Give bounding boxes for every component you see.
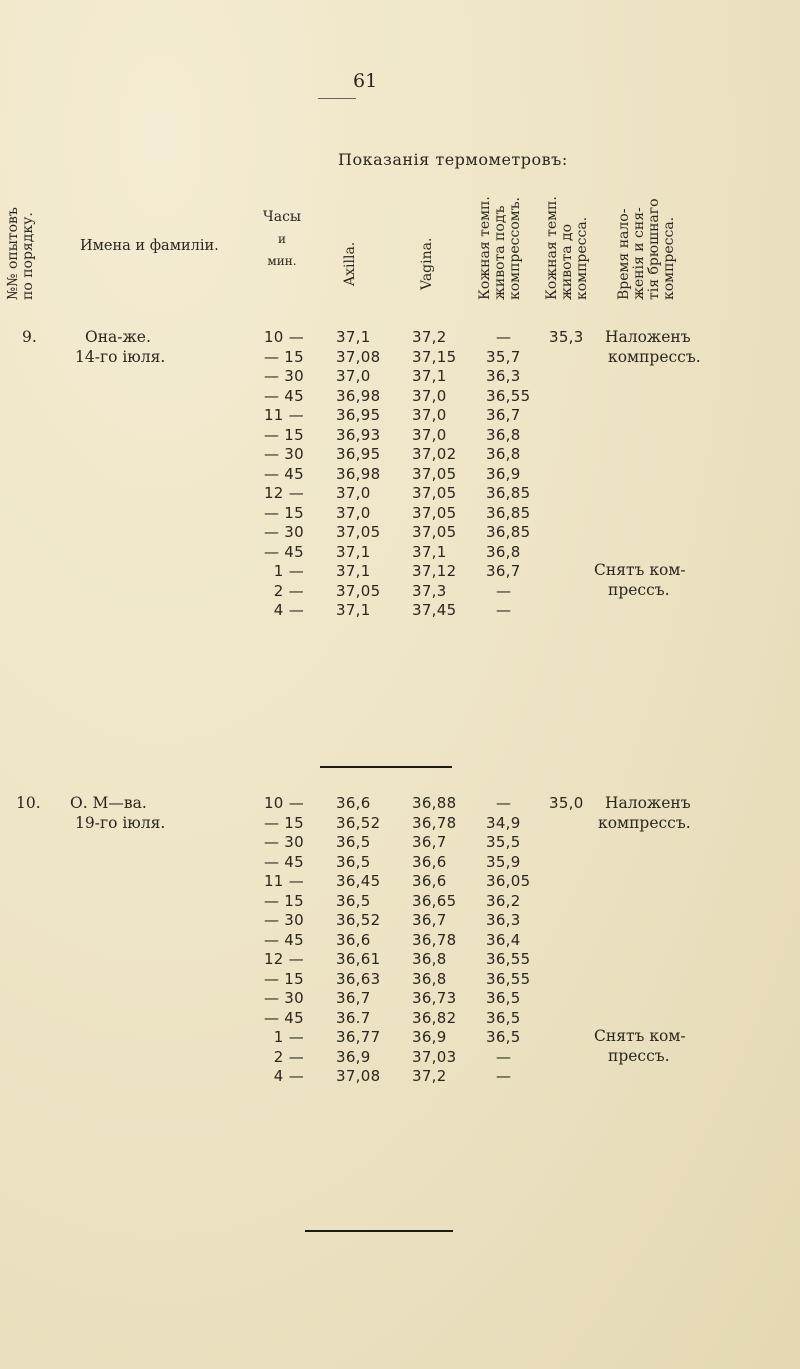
time-cell: 12 — xyxy=(263,950,304,968)
axilla-cell: 36.7 xyxy=(336,1008,371,1027)
axilla-cell: 37,0 xyxy=(336,503,371,522)
time-cell: 1 — xyxy=(273,562,304,580)
vagina-cell: 36,7 xyxy=(412,833,447,851)
skin-under-cell: 36,8 xyxy=(486,542,521,561)
vagina-cell: 37,2 xyxy=(412,1067,447,1085)
axilla-cell: 36,95 xyxy=(336,406,381,424)
vagina-cell: 37,1 xyxy=(412,367,447,385)
section-divider xyxy=(320,766,452,768)
time-cell: — 30 xyxy=(263,911,304,929)
header-time: Часы и мин. xyxy=(262,209,302,268)
note-applied-line2: компрессъ. xyxy=(598,814,691,832)
time-cell: — 45 xyxy=(263,542,304,561)
skin-under-cell: 36,8 xyxy=(486,425,521,444)
skin-before-value: 35,0 xyxy=(549,794,584,812)
vagina-cell: 37,15 xyxy=(412,347,457,366)
experiment-date: 14-го іюля. xyxy=(75,348,166,366)
vagina-cell: 36,65 xyxy=(412,891,457,910)
header-skin-under-compress: Кожная темп. живота подъ компрессомъ. xyxy=(477,196,523,300)
vagina-cell: 37,02 xyxy=(412,445,457,463)
axilla-cell: 36,93 xyxy=(336,425,381,444)
skin-under-cell: 36,2 xyxy=(486,891,521,910)
vagina-cell: 36,8 xyxy=(412,950,447,968)
axilla-cell: 36,6 xyxy=(336,930,371,949)
header-experiment-number: №№ опытовъ по порядку. xyxy=(5,207,36,300)
page-number: 61 xyxy=(353,70,378,92)
axilla-cell: 36,7 xyxy=(336,989,371,1007)
skin-under-cell: — xyxy=(496,328,512,346)
skin-under-cell: 34,9 xyxy=(486,813,521,832)
vagina-cell: 36,7 xyxy=(412,911,447,929)
vagina-cell: 36,82 xyxy=(412,1008,457,1027)
experiment-number: 10. xyxy=(16,794,41,812)
skin-under-cell: 36,8 xyxy=(486,445,521,463)
axilla-cell: 37,1 xyxy=(336,562,371,580)
skin-under-cell: 36,9 xyxy=(486,464,521,483)
vagina-cell: 36,6 xyxy=(412,872,447,890)
axilla-cell: 37,1 xyxy=(336,542,371,561)
note-removed-line1: Снятъ ком- xyxy=(594,561,686,579)
section-divider-bottom xyxy=(305,1230,453,1232)
time-cell: 11 — xyxy=(263,872,304,890)
axilla-cell: 37,08 xyxy=(336,347,381,366)
time-cell: — 15 xyxy=(263,891,304,910)
experiment-number: 9. xyxy=(22,328,37,346)
skin-under-cell: 36,55 xyxy=(486,950,531,968)
skin-under-cell: 36,4 xyxy=(486,930,521,949)
header-skin-before-compress: Кожная темп. живота до компресса. xyxy=(544,196,590,300)
skin-under-cell: 36,55 xyxy=(486,969,531,988)
note-applied-line2: компрессъ. xyxy=(608,348,701,366)
skin-under-cell: — xyxy=(496,1047,512,1066)
skin-under-cell: 36,85 xyxy=(486,523,531,541)
time-cell: — 30 xyxy=(263,523,304,541)
axilla-cell: 36,52 xyxy=(336,911,381,929)
vagina-cell: 37,05 xyxy=(412,503,457,522)
axilla-cell: 36,6 xyxy=(336,794,371,812)
axilla-cell: 36,45 xyxy=(336,872,381,890)
skin-under-cell: 36,5 xyxy=(486,989,521,1007)
axilla-cell: 36,98 xyxy=(336,464,381,483)
table-title: Показанія термометровъ: xyxy=(338,150,568,169)
skin-under-cell: 36,5 xyxy=(486,1028,521,1046)
vagina-cell: 37,05 xyxy=(412,464,457,483)
vagina-cell: 37,05 xyxy=(412,484,457,502)
axilla-cell: 37,1 xyxy=(336,328,371,346)
time-cell: — 15 xyxy=(263,813,304,832)
vagina-cell: 36,6 xyxy=(412,852,447,871)
vagina-cell: 37,0 xyxy=(412,386,447,405)
vagina-cell: 37,0 xyxy=(412,425,447,444)
axilla-cell: 37,1 xyxy=(336,601,371,619)
axilla-cell: 37,0 xyxy=(336,367,371,385)
vagina-cell: 37,2 xyxy=(412,328,447,346)
note-removed-line1: Снятъ ком- xyxy=(594,1027,686,1045)
time-cell: — 15 xyxy=(263,347,304,366)
skin-under-cell: 35,7 xyxy=(486,347,521,366)
time-cell: — 15 xyxy=(263,969,304,988)
time-cell: — 45 xyxy=(263,930,304,949)
skin-under-cell: 36,3 xyxy=(486,911,521,929)
axilla-cell: 36,5 xyxy=(336,852,371,871)
time-cell: — 45 xyxy=(263,1008,304,1027)
time-cell: 10 — xyxy=(263,794,304,812)
axilla-cell: 37,08 xyxy=(336,1067,381,1085)
time-cell: — 45 xyxy=(263,464,304,483)
header-vagina: Vagina. xyxy=(419,237,435,290)
skin-under-cell: 35,9 xyxy=(486,852,521,871)
axilla-cell: 36,98 xyxy=(336,386,381,405)
note-removed-line2: прессъ. xyxy=(608,581,670,599)
subject-name: О. М—ва. xyxy=(70,794,147,812)
axilla-cell: 36,61 xyxy=(336,950,381,968)
skin-under-cell: 36,7 xyxy=(486,406,521,424)
axilla-cell: 36,95 xyxy=(336,445,381,463)
skin-under-cell: 36,85 xyxy=(486,484,531,502)
skin-under-cell: 36,85 xyxy=(486,503,531,522)
time-cell: — 30 xyxy=(263,367,304,385)
time-cell: — 30 xyxy=(263,833,304,851)
time-cell: — 15 xyxy=(263,503,304,522)
skin-under-cell: 35,5 xyxy=(486,833,521,851)
vagina-cell: 37,0 xyxy=(412,406,447,424)
time-cell: 11 — xyxy=(263,406,304,424)
experiment-date: 19-го іюля. xyxy=(75,814,166,832)
axilla-cell: 36,9 xyxy=(336,1047,371,1066)
time-cell: 10 — xyxy=(263,328,304,346)
vagina-cell: 37,1 xyxy=(412,542,447,561)
axilla-cell: 36,5 xyxy=(336,833,371,851)
axilla-cell: 36,52 xyxy=(336,813,381,832)
time-cell: 2 — xyxy=(273,581,304,600)
vagina-cell: 36,88 xyxy=(412,794,457,812)
axilla-cell: 36,63 xyxy=(336,969,381,988)
axilla-cell: 37,0 xyxy=(336,484,371,502)
vagina-cell: 36,9 xyxy=(412,1028,447,1046)
vagina-cell: 37,03 xyxy=(412,1047,457,1066)
time-cell: 2 — xyxy=(273,1047,304,1066)
subject-name: Она-же. xyxy=(85,328,151,346)
vagina-cell: 36,78 xyxy=(412,930,457,949)
vagina-cell: 37,3 xyxy=(412,581,447,600)
axilla-cell: 37,05 xyxy=(336,581,381,600)
vagina-cell: 37,12 xyxy=(412,562,457,580)
page-number-rule xyxy=(318,98,356,99)
time-cell: 4 — xyxy=(273,601,304,619)
skin-under-cell: 36,55 xyxy=(486,386,531,405)
vagina-cell: 36,8 xyxy=(412,969,447,988)
time-cell: — 45 xyxy=(263,386,304,405)
header-axilla: Axilla. xyxy=(342,241,358,286)
vagina-cell: 36,73 xyxy=(412,989,457,1007)
skin-under-cell: 36,5 xyxy=(486,1008,521,1027)
axilla-cell: 37,05 xyxy=(336,523,381,541)
header-compress-time: Время нало- женія и сня- тія брюшнаго компресса. xyxy=(616,198,677,300)
vagina-cell: 37,45 xyxy=(412,601,457,619)
time-cell: 1 — xyxy=(273,1028,304,1046)
time-cell: — 15 xyxy=(263,425,304,444)
note-applied-line1: Наложенъ xyxy=(605,328,691,346)
skin-under-cell: — xyxy=(496,601,512,619)
skin-under-cell: 36,7 xyxy=(486,562,521,580)
axilla-cell: 36,77 xyxy=(336,1028,381,1046)
note-removed-line2: прессъ. xyxy=(608,1047,670,1065)
time-cell: — 30 xyxy=(263,989,304,1007)
time-cell: 12 — xyxy=(263,484,304,502)
skin-under-cell: 36,05 xyxy=(486,872,531,890)
skin-under-cell: 36,3 xyxy=(486,367,521,385)
header-names: Имена и фамиліи. xyxy=(80,238,219,254)
skin-before-value: 35,3 xyxy=(549,328,584,346)
note-applied-line1: Наложенъ xyxy=(605,794,691,812)
skin-under-cell: — xyxy=(496,794,512,812)
time-cell: 4 — xyxy=(273,1067,304,1085)
skin-under-cell: — xyxy=(496,581,512,600)
axilla-cell: 36,5 xyxy=(336,891,371,910)
skin-under-cell: — xyxy=(496,1067,512,1085)
vagina-cell: 37,05 xyxy=(412,523,457,541)
time-cell: — 45 xyxy=(263,852,304,871)
vagina-cell: 36,78 xyxy=(412,813,457,832)
time-cell: — 30 xyxy=(263,445,304,463)
